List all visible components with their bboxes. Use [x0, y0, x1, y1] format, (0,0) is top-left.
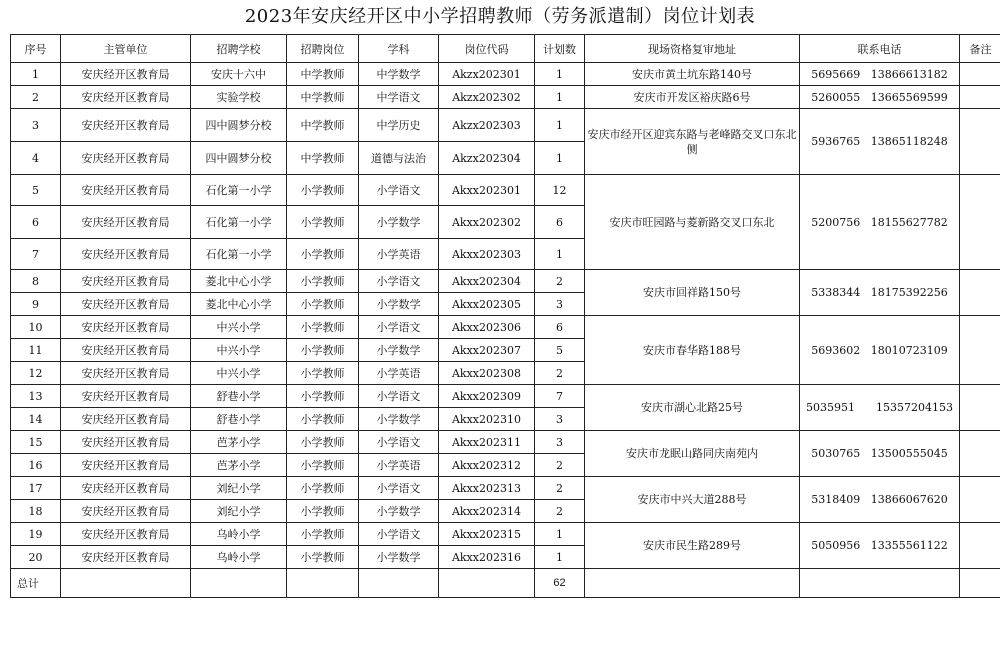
cell-no: 7	[11, 239, 61, 270]
cell-plan: 3	[535, 408, 585, 431]
cell-school: 刘纪小学	[191, 500, 287, 523]
cell-unit: 安庆经开区教育局	[61, 63, 191, 86]
cell-subject: 小学语文	[359, 316, 439, 339]
cell-phone: 5693602 18010723109	[800, 316, 960, 385]
cell-plan: 6	[535, 206, 585, 239]
cell-no: 15	[11, 431, 61, 454]
table-row	[11, 431, 1000, 454]
table-row	[11, 175, 1000, 206]
cell-subject: 道德与法治	[359, 142, 439, 175]
cell-subject: 中学语文	[359, 86, 439, 109]
cell-school: 乌岭小学	[191, 546, 287, 569]
cell-code: Akxx202307	[439, 339, 535, 362]
cell-post: 小学教师	[287, 454, 359, 477]
cell-code: Akxx202302	[439, 206, 535, 239]
cell-no: 11	[11, 339, 61, 362]
table-row	[11, 316, 1000, 339]
cell-subject: 小学英语	[359, 362, 439, 385]
cell-subject: 小学语文	[359, 477, 439, 500]
cell-phone: 5050956 13355561122	[800, 523, 960, 569]
total-empty-cell	[800, 569, 960, 598]
total-row	[11, 569, 1000, 598]
cell-unit: 安庆经开区教育局	[61, 523, 191, 546]
cell-subject: 小学数学	[359, 339, 439, 362]
cell-code: Akzx202303	[439, 109, 535, 142]
cell-remark	[960, 316, 1000, 385]
cell-unit: 安庆经开区教育局	[61, 362, 191, 385]
table-row	[11, 523, 1000, 546]
cell-code: Akxx202303	[439, 239, 535, 270]
cell-remark	[960, 63, 1000, 86]
cell-post: 小学教师	[287, 293, 359, 316]
cell-school: 菱北中心小学	[191, 270, 287, 293]
cell-post: 中学教师	[287, 86, 359, 109]
cell-unit: 安庆经开区教育局	[61, 500, 191, 523]
cell-school: 乌岭小学	[191, 523, 287, 546]
cell-no: 9	[11, 293, 61, 316]
cell-no: 1	[11, 63, 61, 86]
total-empty-cell	[191, 569, 287, 598]
cell-school: 中兴小学	[191, 316, 287, 339]
cell-no: 4	[11, 142, 61, 175]
cell-no: 20	[11, 546, 61, 569]
cell-subject: 中学数学	[359, 63, 439, 86]
col-header-phone: 联系电话	[800, 35, 960, 63]
cell-phone: 5318409 13866067620	[800, 477, 960, 523]
cell-post: 小学教师	[287, 362, 359, 385]
cell-code: Akxx202304	[439, 270, 535, 293]
cell-plan: 7	[535, 385, 585, 408]
cell-subject: 中学历史	[359, 109, 439, 142]
cell-plan: 2	[535, 270, 585, 293]
cell-post: 小学教师	[287, 385, 359, 408]
cell-plan: 2	[535, 362, 585, 385]
cell-unit: 安庆经开区教育局	[61, 270, 191, 293]
cell-school: 石化第一小学	[191, 206, 287, 239]
cell-subject: 小学数学	[359, 546, 439, 569]
cell-plan: 6	[535, 316, 585, 339]
cell-plan: 1	[535, 63, 585, 86]
cell-plan: 1	[535, 86, 585, 109]
cell-school: 刘纪小学	[191, 477, 287, 500]
col-header-remark: 备注	[960, 35, 1000, 63]
cell-post: 小学教师	[287, 339, 359, 362]
cell-address: 安庆市经开区迎宾东路与老峰路交叉口东北侧	[585, 109, 800, 175]
cell-no: 14	[11, 408, 61, 431]
cell-school: 石化第一小学	[191, 175, 287, 206]
cell-remark	[960, 385, 1000, 431]
cell-no: 2	[11, 86, 61, 109]
cell-plan: 2	[535, 477, 585, 500]
cell-no: 12	[11, 362, 61, 385]
col-header-address: 现场资格复审地址	[585, 35, 800, 63]
cell-address: 安庆市开发区裕庆路6号	[585, 86, 800, 109]
cell-subject: 小学数学	[359, 293, 439, 316]
total-label: 总计	[11, 569, 61, 598]
cell-code: Akxx202306	[439, 316, 535, 339]
cell-unit: 安庆经开区教育局	[61, 142, 191, 175]
col-header-no: 序号	[11, 35, 61, 63]
cell-school: 菱北中心小学	[191, 293, 287, 316]
cell-unit: 安庆经开区教育局	[61, 431, 191, 454]
cell-no: 3	[11, 109, 61, 142]
cell-unit: 安庆经开区教育局	[61, 206, 191, 239]
cell-plan: 2	[535, 454, 585, 477]
cell-remark	[960, 431, 1000, 477]
col-header-plan: 计划数	[535, 35, 585, 63]
cell-plan: 3	[535, 293, 585, 316]
cell-post: 小学教师	[287, 546, 359, 569]
cell-post: 小学教师	[287, 175, 359, 206]
cell-no: 8	[11, 270, 61, 293]
cell-code: Akxx202310	[439, 408, 535, 431]
cell-post: 小学教师	[287, 408, 359, 431]
cell-address: 安庆市湖心北路25号	[585, 385, 800, 431]
cell-school: 中兴小学	[191, 362, 287, 385]
cell-plan: 5	[535, 339, 585, 362]
cell-school: 舒巷小学	[191, 408, 287, 431]
col-header-school: 招聘学校	[191, 35, 287, 63]
cell-code: Akxx202301	[439, 175, 535, 206]
cell-school: 安庆十六中	[191, 63, 287, 86]
total-empty-cell	[359, 569, 439, 598]
cell-no: 13	[11, 385, 61, 408]
cell-code: Akxx202305	[439, 293, 535, 316]
cell-school: 中兴小学	[191, 339, 287, 362]
cell-school: 四中圆梦分校	[191, 109, 287, 142]
cell-no: 16	[11, 454, 61, 477]
cell-subject: 小学数学	[359, 408, 439, 431]
cell-plan: 1	[535, 142, 585, 175]
col-header-post: 招聘岗位	[287, 35, 359, 63]
cell-post: 小学教师	[287, 206, 359, 239]
total-empty-cell	[61, 569, 191, 598]
cell-school: 芭茅小学	[191, 454, 287, 477]
cell-address: 安庆市民生路289号	[585, 523, 800, 569]
cell-phone: 5936765 13865118248	[800, 109, 960, 175]
cell-post: 小学教师	[287, 239, 359, 270]
cell-code: Akzx202304	[439, 142, 535, 175]
cell-post: 中学教师	[287, 63, 359, 86]
cell-remark	[960, 270, 1000, 316]
cell-no: 17	[11, 477, 61, 500]
cell-code: Akxx202313	[439, 477, 535, 500]
cell-address: 安庆市旺园路与菱新路交叉口东北	[585, 175, 800, 270]
cell-remark	[960, 86, 1000, 109]
cell-no: 5	[11, 175, 61, 206]
cell-school: 四中圆梦分校	[191, 142, 287, 175]
cell-subject: 小学语文	[359, 270, 439, 293]
cell-phone: 5338344 18175392256	[800, 270, 960, 316]
cell-school: 石化第一小学	[191, 239, 287, 270]
cell-post: 小学教师	[287, 431, 359, 454]
cell-address: 安庆市春华路188号	[585, 316, 800, 385]
cell-unit: 安庆经开区教育局	[61, 293, 191, 316]
cell-code: Akxx202315	[439, 523, 535, 546]
table-row	[11, 63, 1000, 86]
cell-unit: 安庆经开区教育局	[61, 109, 191, 142]
cell-unit: 安庆经开区教育局	[61, 239, 191, 270]
table-row	[11, 385, 1000, 408]
cell-unit: 安庆经开区教育局	[61, 175, 191, 206]
cell-subject: 小学英语	[359, 454, 439, 477]
table-row	[11, 477, 1000, 500]
cell-post: 小学教师	[287, 270, 359, 293]
cell-plan: 1	[535, 239, 585, 270]
total-empty-cell	[287, 569, 359, 598]
total-empty-cell	[960, 569, 1000, 598]
cell-address: 安庆市黄土坑东路140号	[585, 63, 800, 86]
total-empty-cell	[585, 569, 800, 598]
cell-post: 小学教师	[287, 500, 359, 523]
cell-unit: 安庆经开区教育局	[61, 86, 191, 109]
cell-no: 18	[11, 500, 61, 523]
cell-phone: 5260055 13665569599	[800, 86, 960, 109]
table-row	[11, 109, 1000, 142]
cell-remark	[960, 175, 1000, 270]
cell-phone: 5200756 18155627782	[800, 175, 960, 270]
cell-unit: 安庆经开区教育局	[61, 408, 191, 431]
cell-plan: 1	[535, 109, 585, 142]
cell-plan: 12	[535, 175, 585, 206]
cell-address: 安庆市回祥路150号	[585, 270, 800, 316]
cell-post: 中学教师	[287, 109, 359, 142]
cell-post: 小学教师	[287, 316, 359, 339]
cell-unit: 安庆经开区教育局	[61, 385, 191, 408]
cell-post: 小学教师	[287, 477, 359, 500]
cell-subject: 小学语文	[359, 385, 439, 408]
cell-code: Akxx202309	[439, 385, 535, 408]
cell-unit: 安庆经开区教育局	[61, 339, 191, 362]
cell-plan: 2	[535, 500, 585, 523]
cell-school: 芭茅小学	[191, 431, 287, 454]
cell-unit: 安庆经开区教育局	[61, 316, 191, 339]
cell-plan: 1	[535, 523, 585, 546]
cell-subject: 小学语文	[359, 523, 439, 546]
cell-code: Akxx202308	[439, 362, 535, 385]
table-row	[11, 270, 1000, 293]
cell-phone: 5030765 13500555045	[800, 431, 960, 477]
cell-plan: 3	[535, 431, 585, 454]
cell-address: 安庆市龙眠山路同庆南苑内	[585, 431, 800, 477]
table-row	[11, 86, 1000, 109]
cell-address: 安庆市中兴大道288号	[585, 477, 800, 523]
cell-school: 舒巷小学	[191, 385, 287, 408]
total-empty-cell	[439, 569, 535, 598]
cell-phone: 5695669 13866613182	[800, 63, 960, 86]
cell-phone: 5035951 15357204153	[800, 385, 960, 431]
cell-post: 小学教师	[287, 523, 359, 546]
cell-remark	[960, 523, 1000, 569]
page-title: 2023年安庆经开区中小学招聘教师（劳务派遣制）岗位计划表	[244, 6, 756, 27]
recruitment-plan-table	[10, 34, 1000, 598]
cell-unit: 安庆经开区教育局	[61, 454, 191, 477]
cell-remark	[960, 109, 1000, 175]
cell-no: 19	[11, 523, 61, 546]
cell-subject: 小学数学	[359, 206, 439, 239]
cell-code: Akzx202301	[439, 63, 535, 86]
cell-unit: 安庆经开区教育局	[61, 546, 191, 569]
total-plan: 62	[535, 569, 585, 598]
cell-unit: 安庆经开区教育局	[61, 477, 191, 500]
cell-subject: 小学英语	[359, 239, 439, 270]
col-header-unit: 主管单位	[61, 35, 191, 63]
cell-code: Akxx202311	[439, 431, 535, 454]
cell-code: Akxx202314	[439, 500, 535, 523]
cell-plan: 1	[535, 546, 585, 569]
cell-subject: 小学语文	[359, 431, 439, 454]
col-header-code: 岗位代码	[439, 35, 535, 63]
cell-code: Akzx202302	[439, 86, 535, 109]
cell-post: 中学教师	[287, 142, 359, 175]
cell-no: 6	[11, 206, 61, 239]
cell-school: 实验学校	[191, 86, 287, 109]
cell-code: Akxx202312	[439, 454, 535, 477]
cell-remark	[960, 477, 1000, 523]
cell-subject: 小学语文	[359, 175, 439, 206]
cell-no: 10	[11, 316, 61, 339]
cell-subject: 小学数学	[359, 500, 439, 523]
header-row	[11, 35, 1000, 63]
cell-code: Akxx202316	[439, 546, 535, 569]
col-header-subject: 学科	[359, 35, 439, 63]
